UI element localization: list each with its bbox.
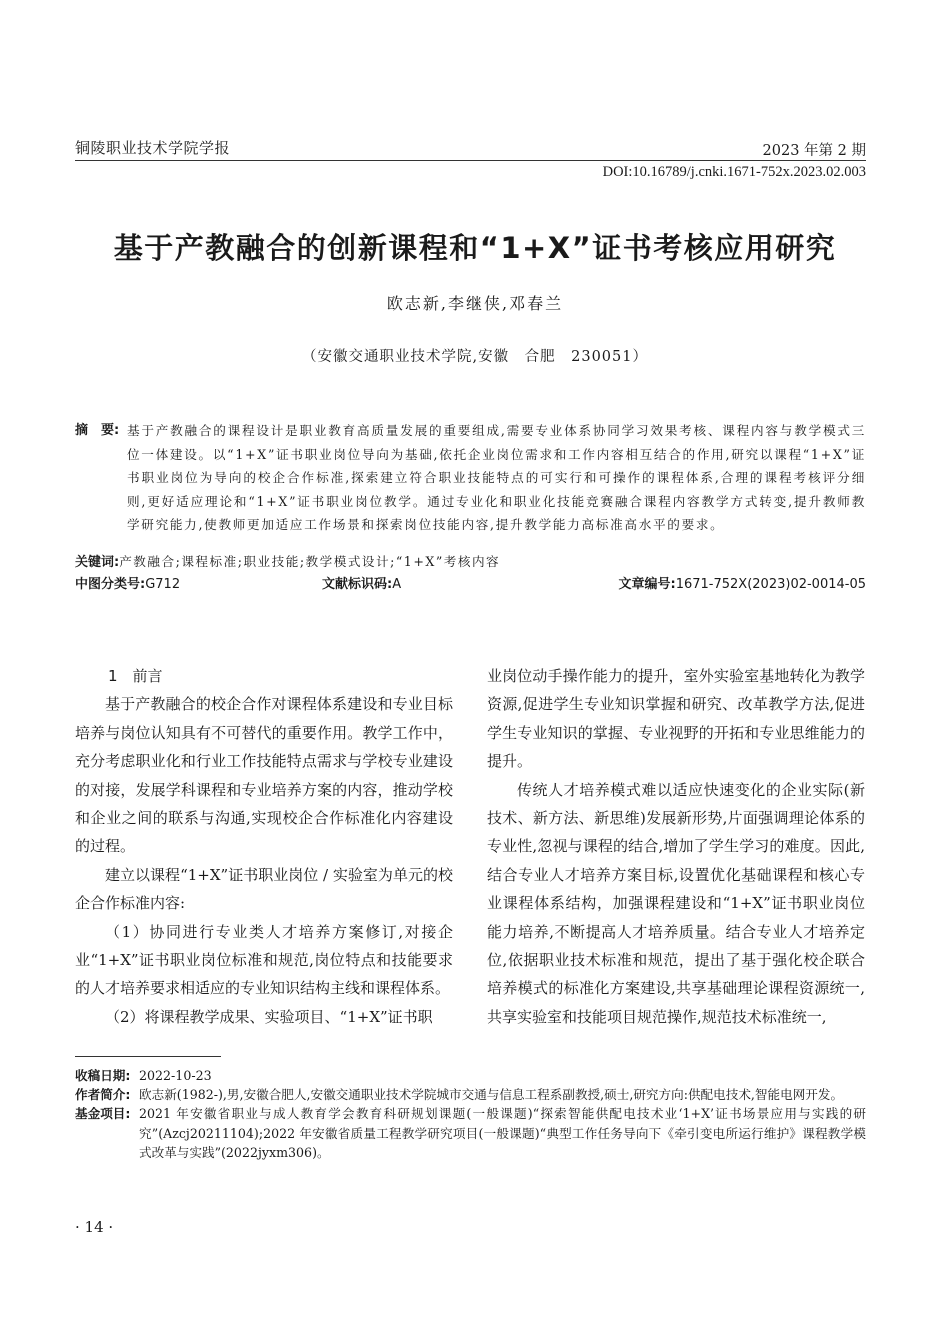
section-heading: 1 前言 [108,667,163,685]
keywords-text: 产教融合;课程标准;职业技能;教学模式设计;“1+X”考核内容 [119,554,501,569]
issue-label: 2023 年第 2 期 [762,143,866,159]
footnote-author [75,1085,866,1104]
paragraph: 基于产教融合的校企合作对课程体系建设和专业目标培养与岗位认知具有不可替代的重要作用。教学工作中，充分考虑职业化和行业工作技能特点需求与学校专业建设的对接，发展学科课程和专业培养方案的内容，推动学校和企业之间的联系与沟通,实现校企合作标准化内容建设的过程。 [75,695,453,856]
journal-name: 铜陵职业技术学院学报 [75,139,231,157]
paragraph: 建立以课程“1+X”证书职业岗位 / 实验室为单元的校企合作标准内容: [75,865,453,913]
article-number [619,573,866,592]
author-label: 作者简介: [75,1087,131,1103]
clc-label: 中图分类号: [75,577,146,592]
header-rule [75,160,866,161]
doc-value: A [392,577,402,592]
fund-label: 基金项目: [75,1106,131,1122]
article-title: 基于产教融合的创新课程和“1+X”证书考核应用研究 [113,231,837,265]
page-number: · 14 · [75,1218,114,1236]
clc-number [75,573,180,592]
abstract-label: 摘 要: [75,423,120,438]
affiliation: （安徽交通职业技术学院,安徽 合肥 230051） [302,349,648,365]
footnote-received [75,1066,866,1085]
paragraph: （2）将课程教学成果、实验项目、“1+X”证书职 [105,1007,433,1026]
keywords-label: 关键词: [75,555,120,570]
footnotes [75,1066,866,1162]
doi[interactable]: DOI:10.16789/j.cnki.1671-752x.2023.02.003 [602,164,866,180]
body-column-right [487,662,865,1031]
body-column-left [75,662,453,1031]
paragraph: 传统人才培养模式难以适应快速变化的企业实际(新技术、新方法、新思维)发展新形势,片面强调理论体系的专业性,忽视与课程的结合,增加了学生学习的难度。因此,结合专业人才培养方案目标,设置优化基础课程和核心专业课程体系结构，加强课程建设和“1+X”证书职业岗位能力培养,不断提高人才培养质量。结合专业人才培养定位,依据职业技术标准和规范，提出了基于强化校企联合培养模式的标准化方案建设,共享基础理论课程资源统一,共享实验室和技能项目规范操作,规范技术标准统一, [487,780,865,1026]
author-value: 欧志新(1982-),男,安徽合肥人,安徽交通职业技术学院城市交通与信息工程系副教授,硕士,研究方向:供配电技术,智能电网开发。 [139,1087,844,1103]
authors: 欧志新,李继侠,邓春兰 [386,294,564,313]
doc-code [322,573,401,592]
received-value: 2022-10-23 [139,1068,212,1083]
abstract [75,419,866,537]
article-value: 1671-752X(2023)02-0014-05 [675,577,866,592]
footnote-fund [75,1104,866,1162]
doc-label: 文献标识码: [322,577,393,592]
footnote-rule [75,1056,221,1057]
received-label: 收稿日期: [75,1068,131,1083]
fund-value: 2021 年安徽省职业与成人教育学会教育科研规划课题(一般课题)“探索智能供配电技术业‘1+X’证书场景应用与实践的研究”(Azcj20211104);2022 年安徽省质量工程教学研究项目(一般课题)“典型工作任务导向下《牵引变电所运行维护》课程教学模式改革与实践”(2022jyxm306)。 [139,1106,866,1160]
paragraph: （1）协同进行专业类人才培养方案修订,对接企业“1+X”证书职业岗位标准和规范,岗位特点和技能要求的人才培养要求相适应的专业知识结构主线和课程体系。 [75,922,453,998]
abstract-text: 基于产教融合的课程设计是职业教育高质量发展的重要组成,需要专业体系协同学习效果考核、课程内容与教学模式三位一体建设。以“1+X”证书职业岗位导向为基础,依托企业岗位需求和工作内容相互结合的作用,研究以课程“1+X”证书职业岗位为导向的校企合作标准,探索建立符合职业技能特点的可实行和可操作的课程体系,合理的课程考核评分细则,更好适应理论和“1+X”证书职业岗位教学。通过专业化和职业化技能竞赛融合课程内容教学方式转变,提升教师教学研究能力,使教师更加适应工作场景和探索岗位技能内容,提升教学能力高标准高水平的要求。 [127,423,866,533]
paragraph-continuation: 业岗位动手操作能力的提升，室外实验室基地转化为教学资源,促进学生专业知识掌握和研究、改革教学方法,促进学生专业知识的掌握、专业视野的开拓和专业思维能力的提升。 [487,667,865,771]
keywords [75,551,866,570]
article-label: 文章编号: [618,577,676,592]
clc-value: G712 [145,577,181,592]
